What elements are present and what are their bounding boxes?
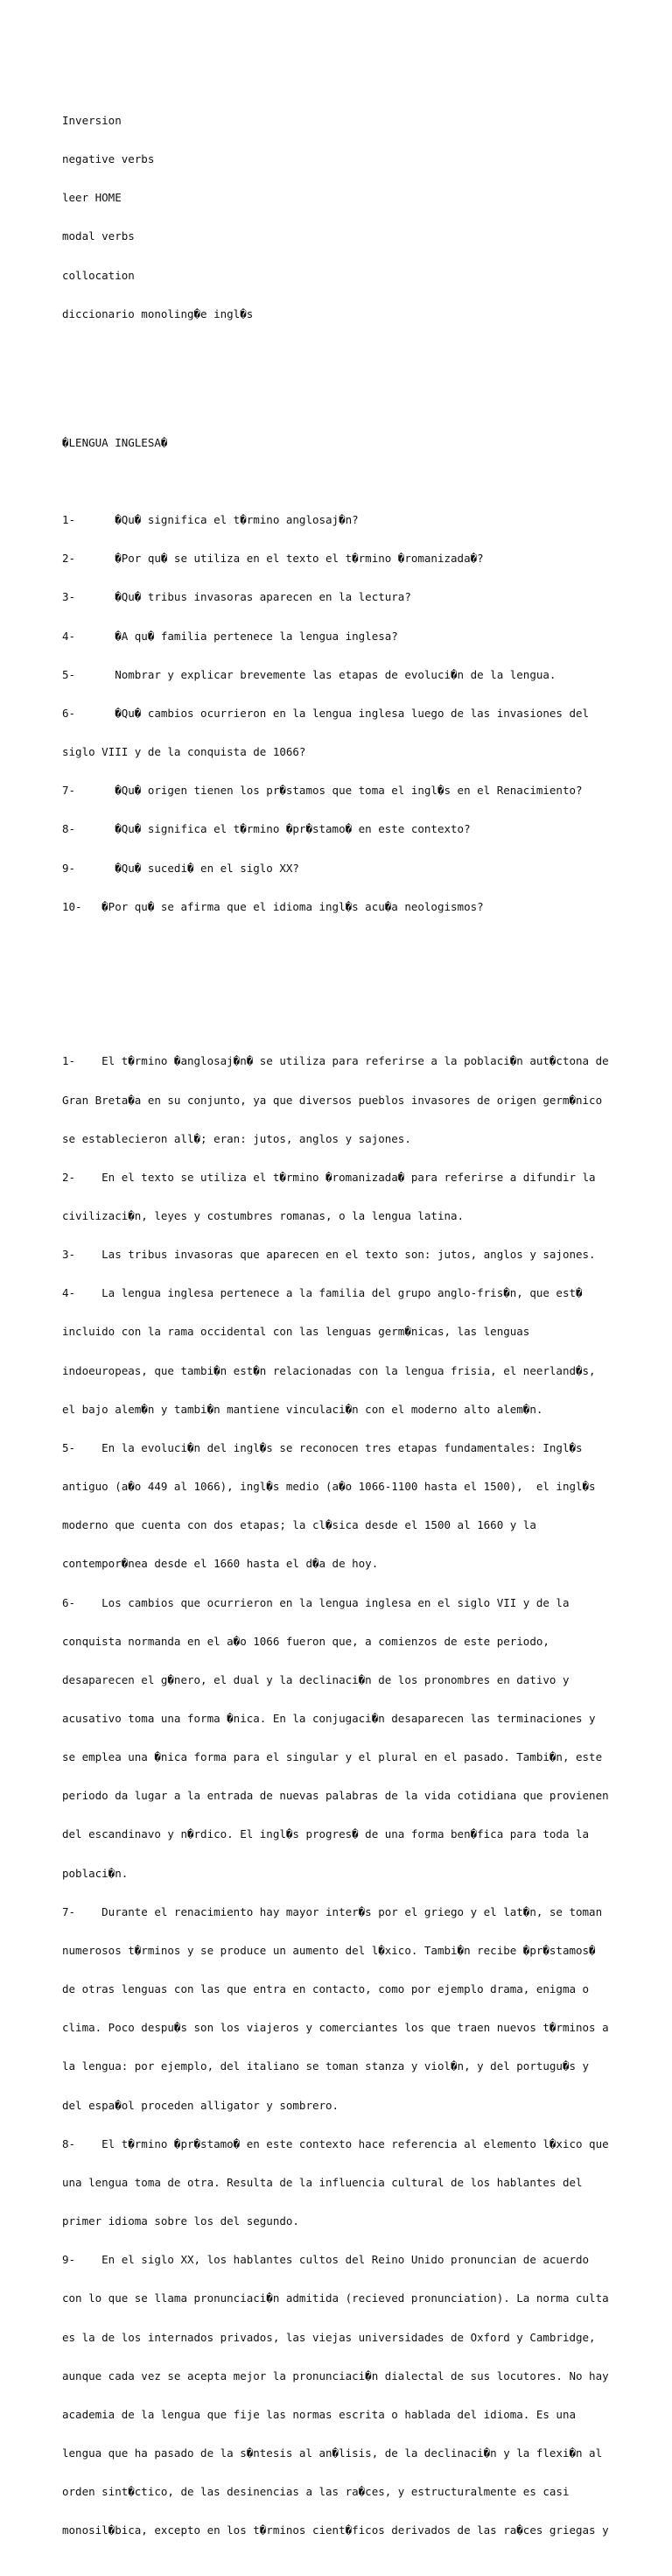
answer-line: 4- La lengua inglesa pertenece a la familia del grupo anglo-fris�n, que est� — [62, 1286, 583, 1300]
topic-item: Inversion — [62, 113, 122, 127]
question-line: 8- �Qu� significa el t�rmino �pr�stamo� en este contexto? — [62, 822, 471, 836]
answer-line: la lengua: por ejemplo, del italiano se toman stanza y viol�n, y del portugu�s y — [62, 2059, 590, 2073]
answer-line: del espa�ol proceden alligator y sombrero. — [62, 2098, 340, 2112]
questions-list — [62, 489, 622, 940]
answer-line: una lengua toma de otra. Resulta de la influencia cultural de los hablantes del — [62, 2175, 583, 2189]
question-line: 10- �Por qu� se afirma que el idioma ingl�s acu�a neologismos? — [62, 899, 484, 913]
answer-line: el bajo alem�n y tambi�n mantiene vinculaci�n con el moderno alto alem�n. — [62, 1402, 543, 1416]
answer-line: numerosos t�rminos y se produce un aumento del l�xico. Tambi�n recibe �pr�stamos� — [62, 1943, 596, 1957]
answer-line: clima. Poco despu�s son los viajeros y comerciantes los que traen nuevos t�rminos a — [62, 2021, 609, 2035]
answer-line: 9- En el siglo XX, los hablantes cultos del Reino Unido pronuncian de acuerdo — [62, 2253, 590, 2267]
question-line: 2- �Por qu� se utiliza en el texto el t�rmino �romanizada�? — [62, 552, 484, 566]
answer-line: indoeuropeas, que tambi�n est�n relacionadas con la lengua frisia, el neerland�s, — [62, 1363, 596, 1377]
topic-item: negative verbs — [62, 152, 155, 166]
topic-item: modal verbs — [62, 229, 135, 243]
answer-line: orden sint�ctico, de las desinencias a las ra�ces, y estructuralmente es casi — [62, 2485, 570, 2499]
answer-line: lengua que ha pasado de la s�ntesis al an�lisis, de la declinaci�n y la flexi�n al — [62, 2446, 603, 2460]
answer-line: 6- Los cambios que ocurrieron en la lengua inglesa en el siglo VII y de la — [62, 1595, 570, 1609]
answer-line: se establecieron all�; eran: jutos, anglos y sajones. — [62, 1131, 411, 1145]
answer-line: 8- El t�rmino �pr�stamo� en este contexto hace referencia al elemento l�xico que — [62, 2136, 609, 2150]
answer-line: academia de la lengua que fije las normas escrita o hablada del idioma. Es una — [62, 2407, 576, 2421]
topic-item: leer HOME — [62, 191, 122, 205]
answer-line: 3- Las tribus invasoras que aparecen en el texto son: jutos, anglos y sajones. — [62, 1248, 596, 1262]
answer-line: monosil�bica, excepto en los t�rminos cient�ficos derivados de las ra�ces griegas y — [62, 2523, 609, 2537]
answer-line: primer idioma sobre los del segundo. — [62, 2214, 299, 2228]
topic-item: collocation — [62, 268, 135, 282]
blank-line — [62, 978, 622, 991]
answer-line: del escandinavo y n�rdico. El ingl�s progres� de una forma ben�fica para toda la — [62, 1827, 590, 1841]
question-line: 1- �Qu� significa el t�rmino anglosaj�n? — [62, 513, 359, 527]
question-line: 7- �Qu� origen tienen los pr�stamos que toma el ingl�s en el Renacimiento? — [62, 784, 583, 798]
section-title: �LENGUA INGLESA� — [62, 435, 168, 449]
document-page — [62, 63, 622, 2576]
answer-line: con lo que se llama pronunciaci�n admitida (recieved pronunciation). La norma culta — [62, 2291, 609, 2305]
question-line: 5- Nombrar y explicar brevemente las etapas de evoluci�n de la lengua. — [62, 667, 556, 681]
question-line: 6- �Qu� cambios ocurrieron en la lengua inglesa luego de las invasiones del — [62, 706, 590, 720]
answer-line: civilizaci�n, leyes y costumbres romanas, o la lengua latina. — [62, 1208, 465, 1222]
topic-item: diccionario monoling�e ingl�s — [62, 306, 254, 320]
question-line: 4- �A qu� familia pertenece la lengua inglesa? — [62, 629, 398, 643]
answer-line: aunque cada vez se acepta mejor la pronunciaci�n dialectal de sus locutores. No hay — [62, 2368, 609, 2382]
answer-line: Gran Breta�a en su conjunto, ya que diversos pueblos invasores de origen germ�nico — [62, 1093, 603, 1107]
answer-line: acusativo toma una forma �nica. En la conjugaci�n desaparecen las terminaciones y — [62, 1712, 596, 1725]
blank-line — [62, 385, 622, 398]
answer-line: moderno que cuenta con dos etapas; la cl�sica desde el 1500 al 1660 y la — [62, 1518, 536, 1532]
answer-line: desaparecen el g�nero, el dual y la declinaci�n de los pronombres en dativo y — [62, 1672, 570, 1686]
answer-line: 2- En el texto se utiliza el t�rmino �romanizada� para referirse a difundir la — [62, 1170, 596, 1184]
answers-block — [62, 1030, 622, 2564]
answer-line: 7- Durante el renacimiento hay mayor inter�s por el griego y el lat�n, se toman — [62, 1904, 603, 1918]
question-line: siglo VIII y de la conquista de 1066? — [62, 745, 306, 759]
answer-line: se emplea una �nica forma para el singular y el plural en el pasado. Tambi�n, este — [62, 1750, 603, 1764]
answer-line: poblaci�n. — [62, 1866, 129, 1880]
answer-line: 5- En la evoluci�n del ingl�s se reconocen tres etapas fundamentales: Ingl�s — [62, 1440, 583, 1454]
question-line: 3- �Qu� tribus invasoras aparecen en la lectura? — [62, 590, 411, 604]
answer-line: conquista normanda en el a�o 1066 fueron que, a comienzos de este periodo, — [62, 1634, 550, 1648]
topic-list — [62, 88, 622, 346]
answer-line: incluido con la rama occidental con las lenguas germ�nicas, las lenguas — [62, 1325, 530, 1339]
answer-line: 1- El t�rmino �anglosaj�n� se utiliza para referirse a la poblaci�n aut�ctona de — [62, 1054, 609, 1068]
answer-line: periodo da lugar a la entrada de nuevas palabras de la vida cotidiana que provienen — [62, 1789, 609, 1803]
answer-line: antiguo (a�o 449 al 1066), ingl�s medio (a�o 1066-1100 hasta el 1500), el ingl�s — [62, 1480, 596, 1494]
answer-line: es la de los internados privados, las viejas universidades de Oxford y Cambridge, — [62, 2330, 596, 2344]
answer-line: contempor�nea desde el 1660 hasta el d�a de hoy. — [62, 1557, 379, 1571]
question-line: 9- �Qu� sucedi� en el siglo XX? — [62, 861, 299, 875]
answer-line: de otras lenguas con las que entra en contacto, como por ejemplo drama, enigma o — [62, 1982, 590, 1996]
